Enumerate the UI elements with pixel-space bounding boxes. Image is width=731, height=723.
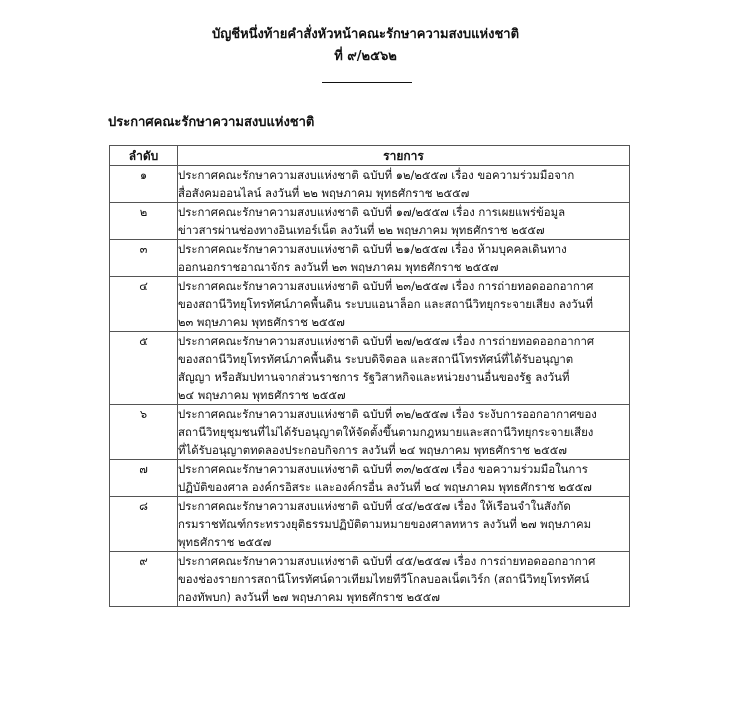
row-number: ๑	[110, 166, 178, 203]
row-description	[178, 240, 630, 277]
description-line: กองทัพบก) ลงวันที่ ๒๗ พฤษภาคม พุทธศักราช ๒๕๕๗	[178, 590, 440, 604]
description-line: ประกาศคณะรักษาความสงบแห่งชาติ ฉบับที่ ๔๕/๒๕๕๗ เรื่อง การถ่ายทอดออกอากาศ	[178, 554, 596, 568]
description-line: ปฏิบัติของศาล องค์กรอิสระ และองค์กรอื่น ลงวันที่ ๒๔ พฤษภาคม พุทธศักราช ๒๕๕๗	[178, 480, 592, 494]
table-row	[110, 166, 630, 203]
row-description	[178, 497, 630, 552]
table-header-row	[110, 146, 630, 166]
description-line: ของช่องรายการสถานีโทรทัศน์ดาวเทียมไทยทีวีโกลบอลเน็ตเวิร์ก (สถานีวิทยุโทรทัศน์	[178, 572, 590, 586]
table-row	[110, 497, 630, 552]
description-line: ของสถานีวิทยุโทรทัศน์ภาคพื้นดิน ระบบแอนาล็อก และสถานีวิทยุกระจายเสียง ลงวันที่	[178, 297, 593, 311]
table-row	[110, 552, 630, 607]
description-line: สัญญา หรือสัมปทานจากส่วนราชการ รัฐวิสาหกิจและหน่วยงานอื่นของรัฐ ลงวันที่	[178, 370, 570, 384]
row-description	[178, 405, 630, 460]
column-header-item: รายการ	[178, 146, 630, 166]
description-line: ๒๓ พฤษภาคม พุทธศักราช ๒๕๕๗	[178, 315, 345, 329]
description-line: ที่ได้รับอนุญาตทดลองประกอบกิจการ ลงวันที่ ๒๔ พฤษภาคม พุทธศักราช ๒๕๕๗	[178, 443, 567, 457]
order-number: ที่ ๙/๒๕๖๒	[334, 49, 397, 64]
table-row	[110, 460, 630, 497]
table-row	[110, 405, 630, 460]
description-line: ประกาศคณะรักษาความสงบแห่งชาติ ฉบับที่ ๔๔/๒๕๕๗ เรื่อง ให้เรือนจำในสังกัด	[178, 499, 571, 513]
row-number: ๕	[110, 332, 178, 405]
table-row	[110, 332, 630, 405]
row-description	[178, 277, 630, 332]
row-description	[178, 552, 630, 607]
description-line: ประกาศคณะรักษาความสงบแห่งชาติ ฉบับที่ ๓๒/๒๕๕๗ เรื่อง ระงับการออกอากาศของ	[178, 407, 597, 421]
row-number: ๓	[110, 240, 178, 277]
description-line: ประกาศคณะรักษาความสงบแห่งชาติ ฉบับที่ ๒๗/๒๕๕๗ เรื่อง การถ่ายทอดออกอากาศ	[178, 334, 595, 348]
description-line: ประกาศคณะรักษาความสงบแห่งชาติ ฉบับที่ ๒๑/๒๕๕๗ เรื่อง ห้ามบุคคลเดินทาง	[178, 242, 567, 256]
description-line: ข่าวสารผ่านช่องทางอินเทอร์เน็ต ลงวันที่ ๒๒ พฤษภาคม พุทธศักราช ๒๕๕๗	[178, 223, 545, 237]
description-line: พุทธศักราช ๒๕๕๗	[178, 535, 272, 549]
table-body	[110, 166, 630, 607]
description-line: ของสถานีวิทยุโทรทัศน์ภาคพื้นดิน ระบบดิจิตอล และสถานีโทรทัศน์ที่ได้รับอนุญาต	[178, 352, 574, 366]
description-line: ประกาศคณะรักษาความสงบแห่งชาติ ฉบับที่ ๒๓/๒๕๕๗ เรื่อง การถ่ายทอดออกอากาศ	[178, 279, 594, 293]
table-row	[110, 203, 630, 240]
description-line: ประกาศคณะรักษาความสงบแห่งชาติ ฉบับที่ ๓๓/๒๕๕๗ เรื่อง ขอความร่วมมือในการ	[178, 462, 588, 476]
description-line: ๒๔ พฤษภาคม พุทธศักราช ๒๕๕๗	[178, 388, 346, 402]
description-line: สถานีวิทยุชุมชนที่ไม่ได้รับอนุญาตให้จัดตั้งขึ้นตามกฎหมายและสถานีวิทยุกระจายเสียง	[178, 425, 594, 439]
document-title: บัญชีหนึ่งท้ายคำสั่งหัวหน้าคณะรักษาความสงบแห่งชาติ	[211, 27, 520, 42]
row-number: ๘	[110, 497, 178, 552]
description-line: สื่อสังคมออนไลน์ ลงวันที่ ๒๒ พฤษภาคม พุทธศักราช ๒๕๕๗	[178, 186, 470, 200]
announcement-table	[109, 145, 630, 607]
row-number: ๗	[110, 460, 178, 497]
row-number: ๒	[110, 203, 178, 240]
row-description	[178, 332, 630, 405]
table-row	[110, 240, 630, 277]
row-number: ๙	[110, 552, 178, 607]
row-number: ๖	[110, 405, 178, 460]
description-line: ประกาศคณะรักษาความสงบแห่งชาติ ฉบับที่ ๑๗/๒๕๕๗ เรื่อง การเผยแพร่ข้อมูล	[178, 205, 566, 219]
section-title: ประกาศคณะรักษาความสงบแห่งชาติ	[108, 115, 315, 130]
row-description	[178, 166, 630, 203]
row-description	[178, 460, 630, 497]
table-row	[110, 277, 630, 332]
description-line: ออกนอกราชอาณาจักร ลงวันที่ ๒๓ พฤษภาคม พุทธศักราช ๒๕๕๗	[178, 260, 499, 274]
row-description	[178, 203, 630, 240]
column-header-number: ลำดับ	[110, 146, 178, 166]
description-line: ประกาศคณะรักษาความสงบแห่งชาติ ฉบับที่ ๑๒/๒๕๕๗ เรื่อง ขอความร่วมมือจาก	[178, 168, 575, 182]
title-divider	[322, 82, 412, 83]
row-number: ๔	[110, 277, 178, 332]
description-line: กรมราชทัณฑ์กระทรวงยุติธรรมปฏิบัติตามหมายของศาลทหาร ลงวันที่ ๒๗ พฤษภาคม	[178, 517, 592, 531]
